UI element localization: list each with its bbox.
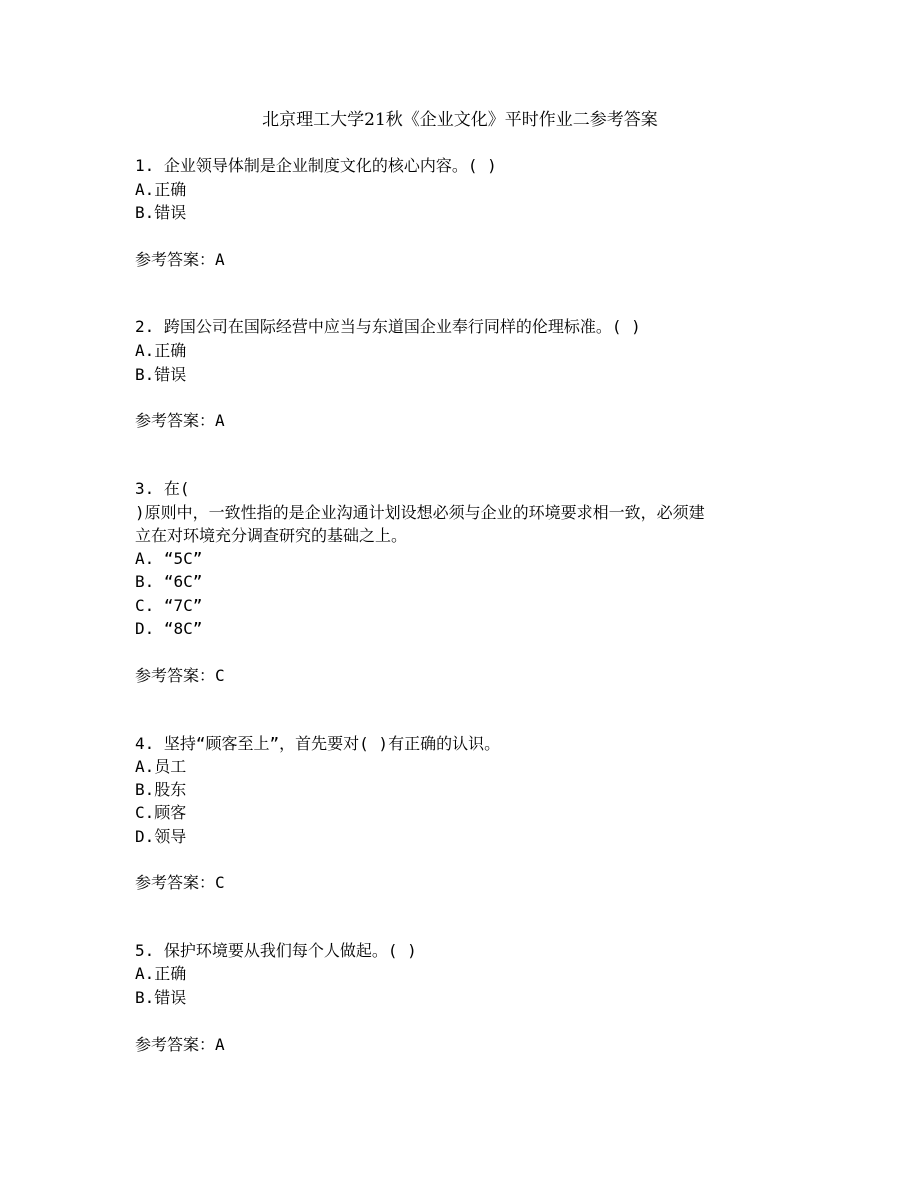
question-5-answer: 参考答案：A <box>135 1035 225 1054</box>
document-title: 北京理工大学21秋《企业文化》平时作业二参考答案 <box>262 110 658 130</box>
question-4-option-b: B.股东 <box>135 780 187 799</box>
question-3-option-a: A. “5C” <box>135 549 203 568</box>
question-1-stem: 1. 企业领导体制是企业制度文化的核心内容。( ) <box>135 156 497 175</box>
question-4-option-c: C.顾客 <box>135 803 187 822</box>
question-3-option-b: B. “6C” <box>135 572 203 591</box>
question-3-stem-line-2: )原则中，一致性指的是企业沟通计划设想必须与企业的环境要求相一致，必须建 <box>135 503 705 522</box>
question-3-option-c: C. “7C” <box>135 596 203 615</box>
question-2-option-b: B.错误 <box>135 365 187 384</box>
question-2-option-a: A.正确 <box>135 341 187 360</box>
question-4-stem: 4. 坚持“顾客至上”，首先要对( )有正确的认识。 <box>135 734 501 753</box>
question-3-option-d: D. “8C” <box>135 619 203 638</box>
question-4-answer: 参考答案：C <box>135 873 225 892</box>
question-5-option-b: B.错误 <box>135 988 187 1007</box>
question-2-answer: 参考答案：A <box>135 411 225 430</box>
question-1-option-b: B.错误 <box>135 203 187 222</box>
question-4-option-a: A.员工 <box>135 757 187 776</box>
question-1-answer: 参考答案：A <box>135 250 225 269</box>
question-4-option-d: D.领导 <box>135 827 187 846</box>
question-5-option-a: A.正确 <box>135 964 187 983</box>
question-2-stem: 2. 跨国公司在国际经营中应当与东道国企业奉行同样的伦理标准。( ) <box>135 317 641 336</box>
question-1-option-a: A.正确 <box>135 180 187 199</box>
question-3-answer: 参考答案：C <box>135 666 225 685</box>
question-3-stem-line-3: 立在对环境充分调查研究的基础之上。 <box>135 526 408 545</box>
question-3-stem-line-1: 3. 在( <box>135 479 190 498</box>
question-5-stem: 5. 保护环境要从我们每个人做起。( ) <box>135 941 417 960</box>
